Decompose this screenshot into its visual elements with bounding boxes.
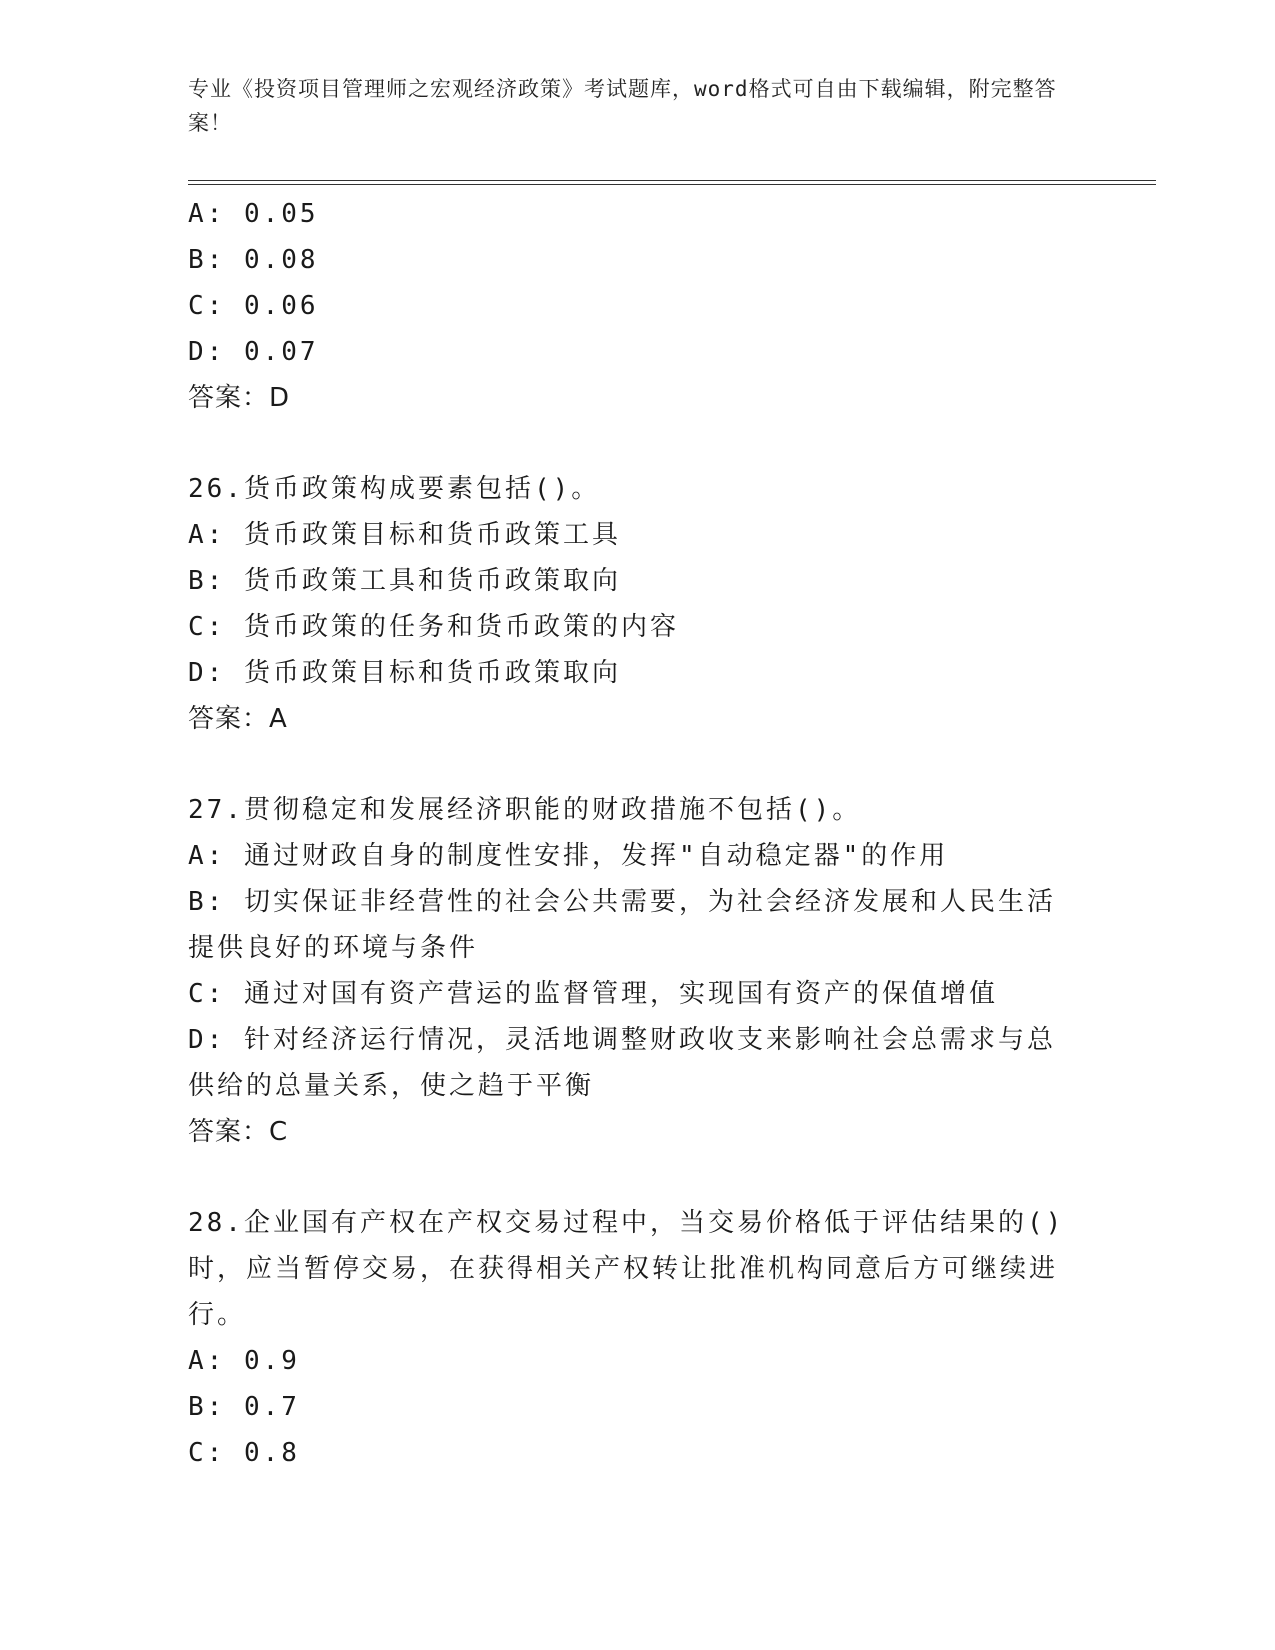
question-block [188, 191, 1078, 421]
option-a: A: 0.9 [188, 1346, 300, 1376]
question-block [188, 787, 1078, 1155]
option-a: A: 通过财政自身的制度性安排，发挥"自动稳定器"的作用 [188, 841, 949, 871]
answer: 答案：D [188, 383, 291, 413]
question-text: 28.企业国有产权在产权交易过程中，当交易价格低于评估结果的()时，应当暂停交易，在获得相关产权转让批准机构同意后方可继续进行。 [188, 1208, 1065, 1330]
option-c: C: 货币政策的任务和货币政策的内容 [188, 612, 679, 642]
option-b: B: 货币政策工具和货币政策取向 [188, 566, 621, 596]
option-b: B: 0.7 [188, 1392, 300, 1422]
question-block [188, 1200, 1078, 1476]
option-d: D: 针对经济运行情况，灵活地调整财政收支来影响社会总需求与总供给的总量关系，使之趋于平衡 [188, 1025, 1056, 1101]
header-divider [188, 180, 1156, 185]
option-c: C: 通过对国有资产营运的监督管理，实现国有资产的保值增值 [188, 979, 998, 1009]
option-c: C: 0.8 [188, 1438, 300, 1468]
answer: 答案：C [188, 1117, 289, 1147]
question-text: 27.贯彻稳定和发展经济职能的财政措施不包括()。 [188, 795, 862, 825]
option-d: D: 0.07 [188, 337, 319, 367]
option-b: B: 切实保证非经营性的社会公共需要，为社会经济发展和人民生活提供良好的环境与条件 [188, 887, 1056, 963]
header-title: 专业《投资项目管理师之宏观经济政策》考试题库，word格式可自由下载编辑，附完整答案！ [188, 77, 1057, 135]
document-body [188, 191, 1078, 1476]
option-d: D: 货币政策目标和货币政策取向 [188, 658, 621, 688]
option-a: A: 0.05 [188, 199, 319, 229]
question-block [188, 466, 1078, 742]
question-text: 26.货币政策构成要素包括()。 [188, 474, 601, 504]
option-c: C: 0.06 [188, 291, 319, 321]
document-header [188, 72, 1068, 140]
answer: 答案：A [188, 704, 288, 734]
option-a: A: 货币政策目标和货币政策工具 [188, 520, 621, 550]
option-b: B: 0.08 [188, 245, 319, 275]
